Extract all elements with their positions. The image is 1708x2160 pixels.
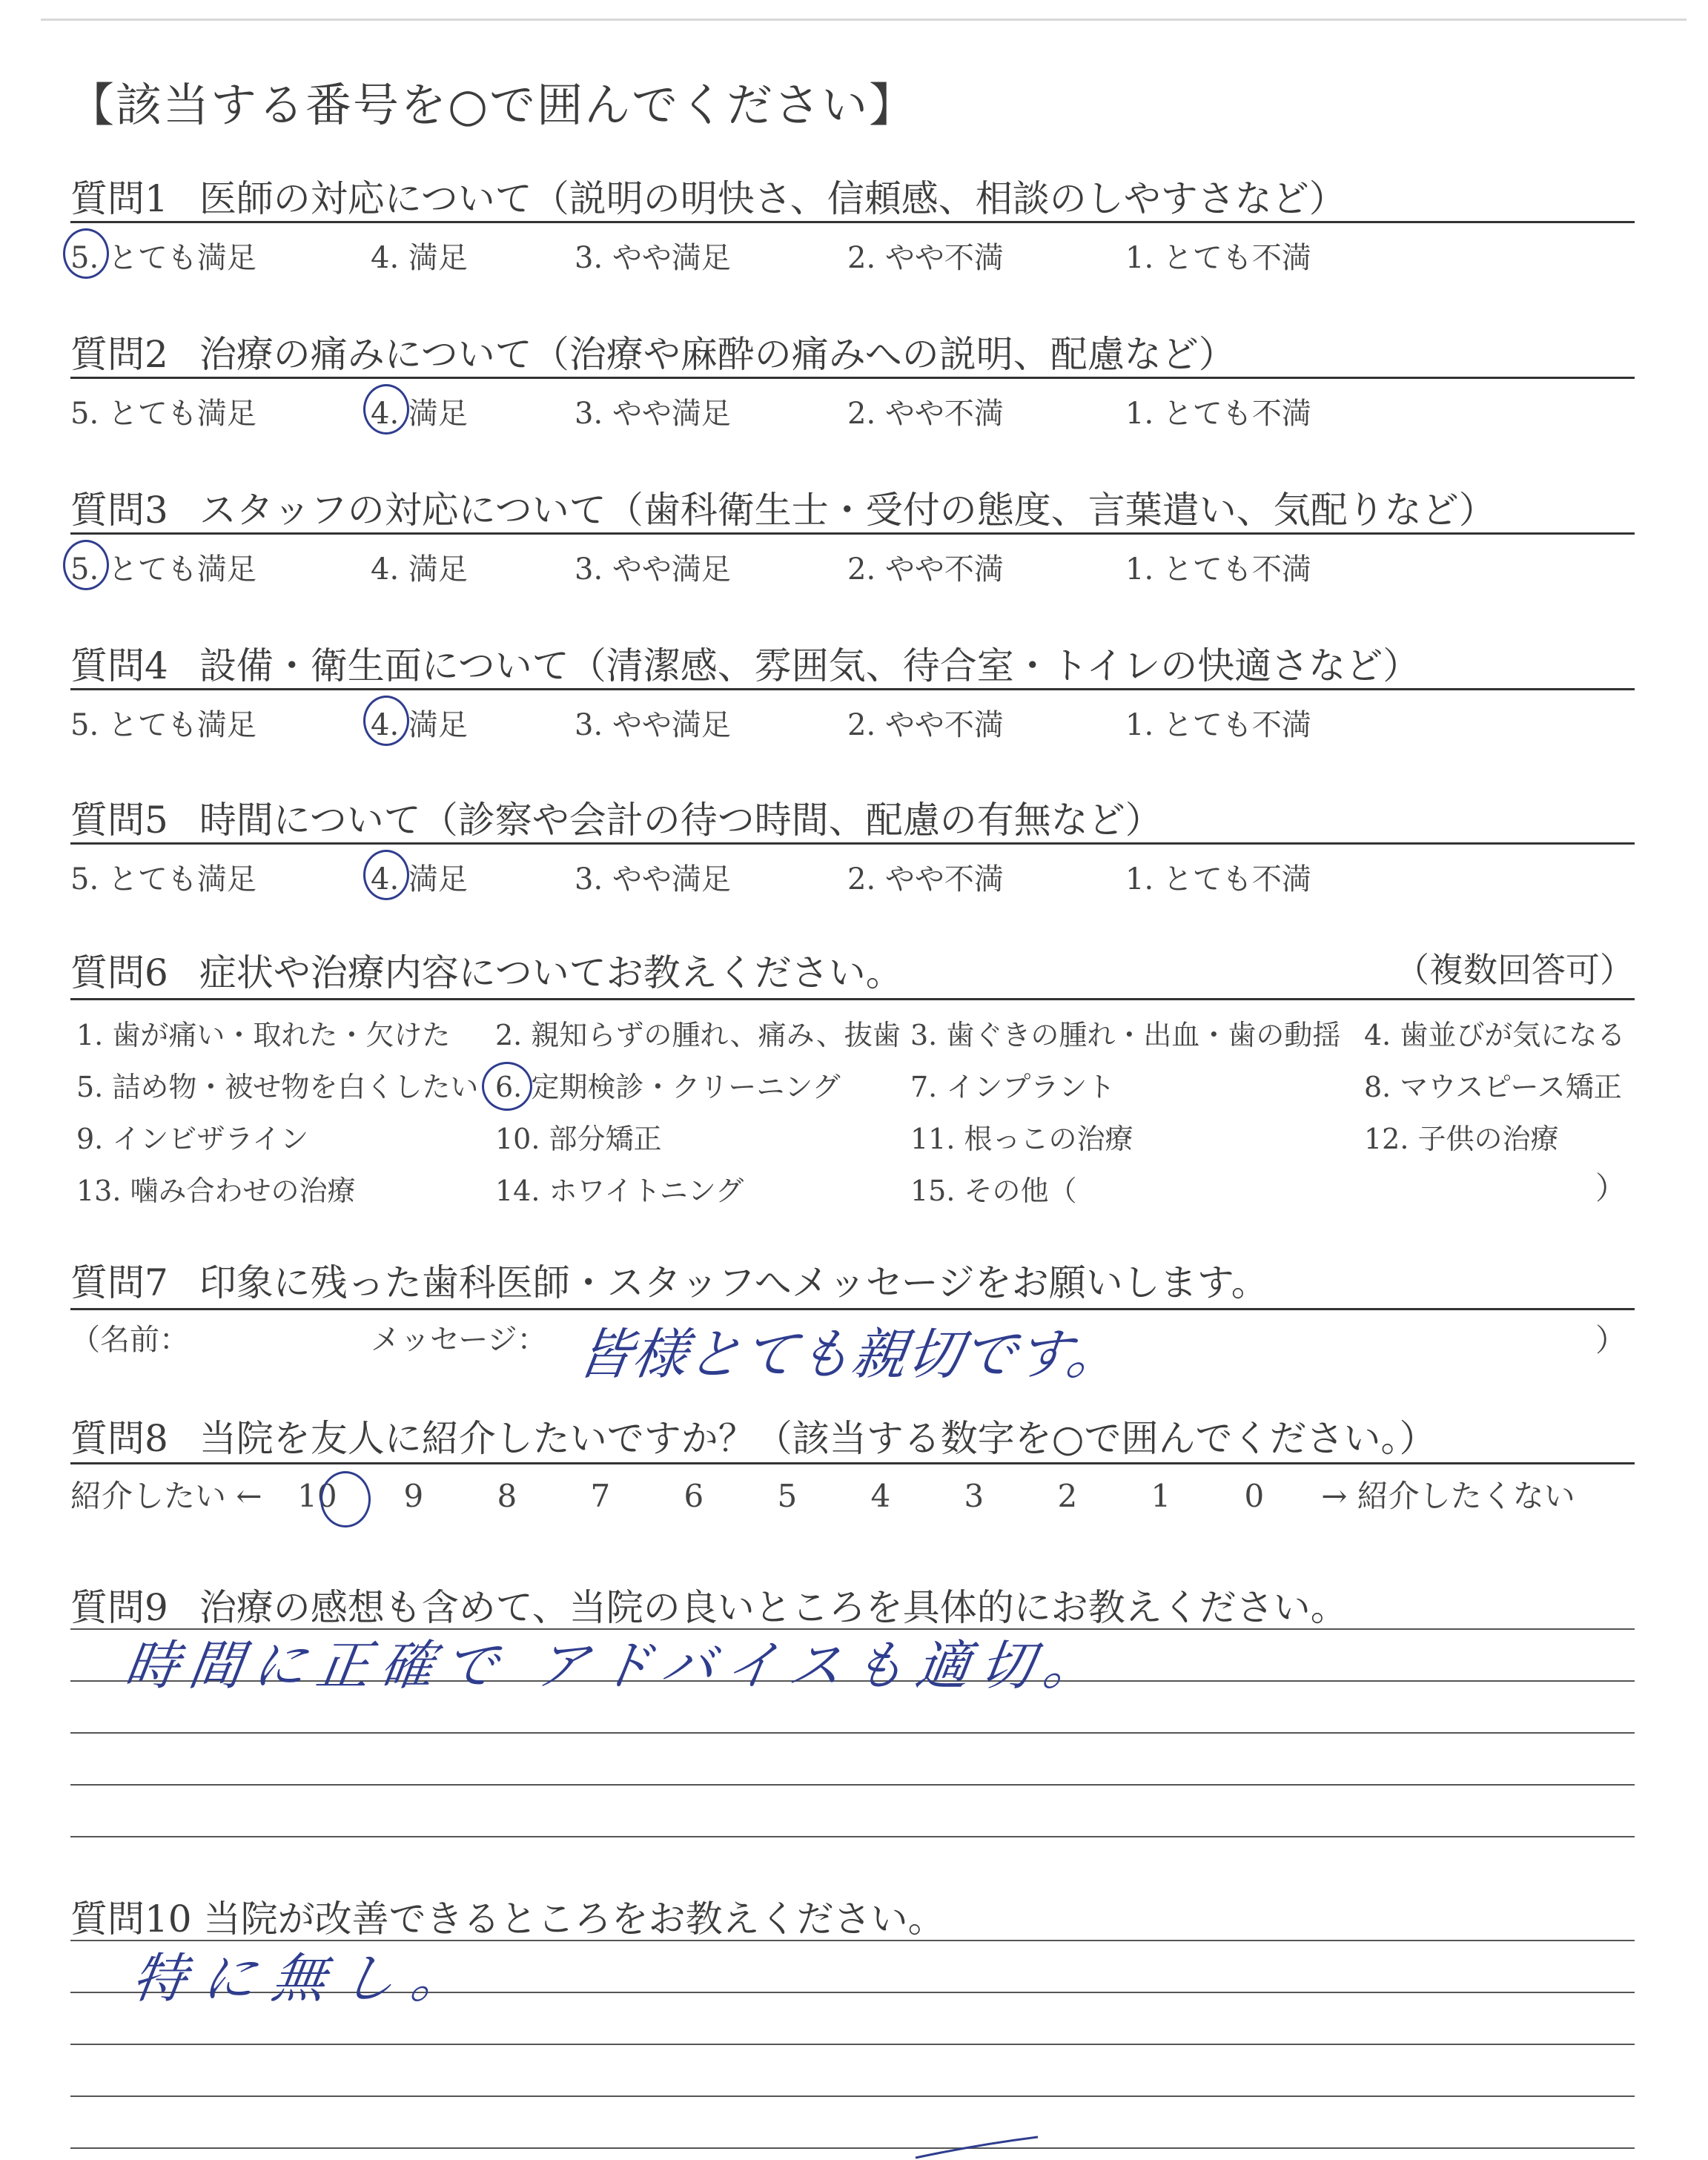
q3-selected-circle[interactable]	[63, 540, 109, 590]
q2-option-5[interactable]: 5. とても満足	[70, 397, 256, 431]
q10-handwritten-answer: 特に無し。	[128, 1947, 486, 2009]
q6-label: 質問6	[70, 951, 168, 994]
q7-heading	[70, 1253, 1268, 1307]
q2-option-1[interactable]: 1. とても不満	[1125, 397, 1311, 431]
q1-option-5[interactable]: 5. とても満足	[70, 241, 256, 275]
q6-rule	[70, 998, 1635, 1000]
q7-message-label: メッセージ：	[371, 1323, 547, 1357]
q6-multiple-note: （複数回答可）	[1395, 950, 1634, 990]
q8-scale-2[interactable]: 2	[1057, 1478, 1078, 1514]
q5-text: 時間について（診察や会計の待つ時間、配慮の有無など）	[199, 799, 1162, 842]
q2-option-3[interactable]: 3. やや満足	[575, 397, 731, 431]
q9-handwritten-answer: 時間に正確で アドバイスも適切。	[121, 1634, 1112, 1697]
q8-scale-6[interactable]: 6	[683, 1478, 704, 1514]
q1-rule	[70, 221, 1635, 223]
q6-option-13[interactable]: 13. 噛み合わせの治療	[76, 1175, 356, 1207]
pen-stroke-mark	[912, 2136, 1045, 2160]
q8-scale-3[interactable]: 3	[964, 1478, 984, 1514]
q8-left-label: 紹介したい ←	[70, 1478, 262, 1514]
q8-scale-8[interactable]: 8	[497, 1478, 517, 1514]
q4-option-4[interactable]: 4. 満足	[371, 708, 468, 742]
q3-text: スタッフの対応について（歯科衛生士・受付の態度、言葉遣い、気配りなど）	[199, 489, 1496, 532]
q8-scale-1[interactable]: 1	[1151, 1478, 1171, 1514]
q4-option-2[interactable]: 2. やや不満	[847, 708, 1004, 742]
q5-option-2[interactable]: 2. やや不満	[847, 862, 1004, 896]
q2-selected-circle[interactable]	[363, 384, 409, 435]
q7-handwritten-message: 皆様とても親切です。	[573, 1323, 1127, 1387]
q7-rule	[70, 1308, 1635, 1310]
q2-text: 治療の痛みについて（治療や麻酔の痛みへの説明、配慮など）	[199, 333, 1236, 376]
q1-option-1[interactable]: 1. とても不満	[1125, 241, 1311, 275]
q2-label: 質問2	[70, 333, 168, 376]
q8-right-label: → 紹介したくない	[1321, 1478, 1575, 1514]
q6-option-15[interactable]: 15. その他（	[910, 1175, 1077, 1207]
q4-option-3[interactable]: 3. やや満足	[575, 708, 731, 742]
q4-selected-circle[interactable]	[363, 696, 409, 746]
q10-label: 質問10	[70, 1898, 192, 1941]
q6-option-8[interactable]: 8. マウスピース矯正	[1364, 1071, 1622, 1103]
q9-line	[70, 1732, 1635, 1734]
q6-text: 症状や治療内容についてお教えください。	[199, 951, 903, 994]
q6-option-2[interactable]: 2. 親知らずの腫れ、痛み、抜歯	[495, 1019, 901, 1051]
q9-text: 治療の感想も含めて、当院の良いところを具体的にお教えください。	[199, 1586, 1348, 1629]
q5-option-1[interactable]: 1. とても不満	[1125, 862, 1311, 896]
q8-scale-0[interactable]: 0	[1244, 1478, 1265, 1514]
q7-name-label: （名前：	[70, 1323, 189, 1357]
q4-label: 質問4	[70, 644, 168, 687]
q6-option-12[interactable]: 12. 子供の治療	[1364, 1123, 1559, 1155]
q4-option-5[interactable]: 5. とても満足	[70, 708, 256, 742]
q1-selected-circle[interactable]	[63, 228, 109, 279]
q8-scale-9[interactable]: 9	[403, 1478, 424, 1514]
q2-option-4[interactable]: 4. 満足	[371, 397, 468, 431]
q9-label: 質問9	[70, 1586, 168, 1629]
q3-heading	[70, 480, 1496, 534]
q6-option-14[interactable]: 14. ホワイトニング	[495, 1175, 744, 1207]
q10-line	[70, 2044, 1635, 2045]
q8-scale-numbers	[272, 1478, 1311, 1514]
q2-rule	[70, 377, 1635, 379]
q7-label: 質問7	[70, 1261, 168, 1304]
q1-option-4[interactable]: 4. 満足	[371, 241, 468, 275]
q3-rule	[70, 532, 1635, 535]
q1-option-2[interactable]: 2. やや不満	[847, 241, 1004, 275]
q5-rule	[70, 842, 1635, 845]
q3-option-5[interactable]: 5. とても満足	[70, 552, 256, 587]
q1-label: 質問1	[70, 177, 168, 220]
q7-text: 印象に残った歯科医師・スタッフへメッセージをお願いします。	[199, 1261, 1268, 1304]
q6-option-6[interactable]: 6. 定期検診・クリーニング	[495, 1071, 841, 1103]
q5-heading	[70, 790, 1162, 844]
q3-option-4[interactable]: 4. 満足	[371, 552, 468, 587]
q8-scale-10[interactable]: 10	[297, 1478, 337, 1514]
q8-heading	[70, 1409, 1436, 1462]
q5-label: 質問5	[70, 799, 168, 842]
q8-scale-7[interactable]: 7	[590, 1478, 611, 1514]
q1-heading	[70, 169, 1346, 222]
q4-text: 設備・衛生面について（清潔感、雰囲気、待合室・トイレの快適さなど）	[199, 644, 1420, 687]
q3-option-3[interactable]: 3. やや満足	[575, 552, 731, 587]
q8-label: 質問8	[70, 1417, 168, 1460]
q4-option-1[interactable]: 1. とても不満	[1125, 708, 1311, 742]
page-top-border	[41, 19, 1687, 21]
q10-line	[70, 2147, 1635, 2149]
q10-text: 当院が改善できるところをお教えください。	[203, 1898, 945, 1941]
q5-option-5[interactable]: 5. とても満足	[70, 862, 256, 896]
q10-line	[70, 2095, 1635, 2097]
q6-option-11[interactable]: 11. 根っこの治療	[910, 1123, 1133, 1155]
q8-rule	[70, 1462, 1635, 1464]
q3-option-2[interactable]: 2. やや不満	[847, 552, 1004, 587]
q6-option-4[interactable]: 4. 歯並びが気になる	[1364, 1019, 1626, 1051]
q3-option-1[interactable]: 1. とても不満	[1125, 552, 1311, 587]
q9-line	[70, 1836, 1635, 1837]
q6-selected-circle[interactable]	[482, 1062, 532, 1111]
q8-scale-4[interactable]: 4	[870, 1478, 891, 1514]
q6-heading	[70, 943, 903, 997]
form-title: 【該当する番号を○で囲んでください】	[68, 78, 917, 132]
q8-scale-5[interactable]: 5	[777, 1478, 798, 1514]
q4-heading	[70, 636, 1420, 690]
q5-selected-circle[interactable]	[363, 850, 409, 900]
q2-heading	[70, 325, 1236, 378]
q6-option-1[interactable]: 1. 歯が痛い・取れた・欠けた	[76, 1019, 451, 1051]
q5-option-3[interactable]: 3. やや満足	[575, 862, 731, 896]
q6-close-paren: ）	[1595, 1170, 1626, 1206]
q8-selected-circle[interactable]	[320, 1471, 371, 1527]
q4-rule	[70, 688, 1635, 690]
q3-label: 質問3	[70, 489, 168, 532]
q6-option-3[interactable]: 3. 歯ぐきの腫れ・出血・歯の動揺	[910, 1019, 1341, 1051]
q9-line	[70, 1784, 1635, 1786]
q1-text: 医師の対応について（説明の明快さ、信頼感、相談のしやすさなど）	[199, 177, 1346, 220]
q2-option-2[interactable]: 2. やや不満	[847, 397, 1004, 431]
q6-option-9[interactable]: 9. インビザライン	[76, 1123, 309, 1155]
q6-option-5[interactable]: 5. 詰め物・被せ物を白くしたい	[76, 1071, 479, 1103]
q6-option-7[interactable]: 7. インプラント	[910, 1071, 1116, 1103]
q7-close-paren: ）	[1595, 1322, 1626, 1358]
q5-option-4[interactable]: 4. 満足	[371, 862, 468, 896]
q8-scale	[70, 1472, 1575, 1516]
q8-text: 当院を友人に紹介したいですか？（該当する数字を○で囲んでください。）	[199, 1417, 1437, 1460]
q6-option-10[interactable]: 10. 部分矯正	[495, 1123, 662, 1155]
q1-option-3[interactable]: 3. やや満足	[575, 241, 731, 275]
